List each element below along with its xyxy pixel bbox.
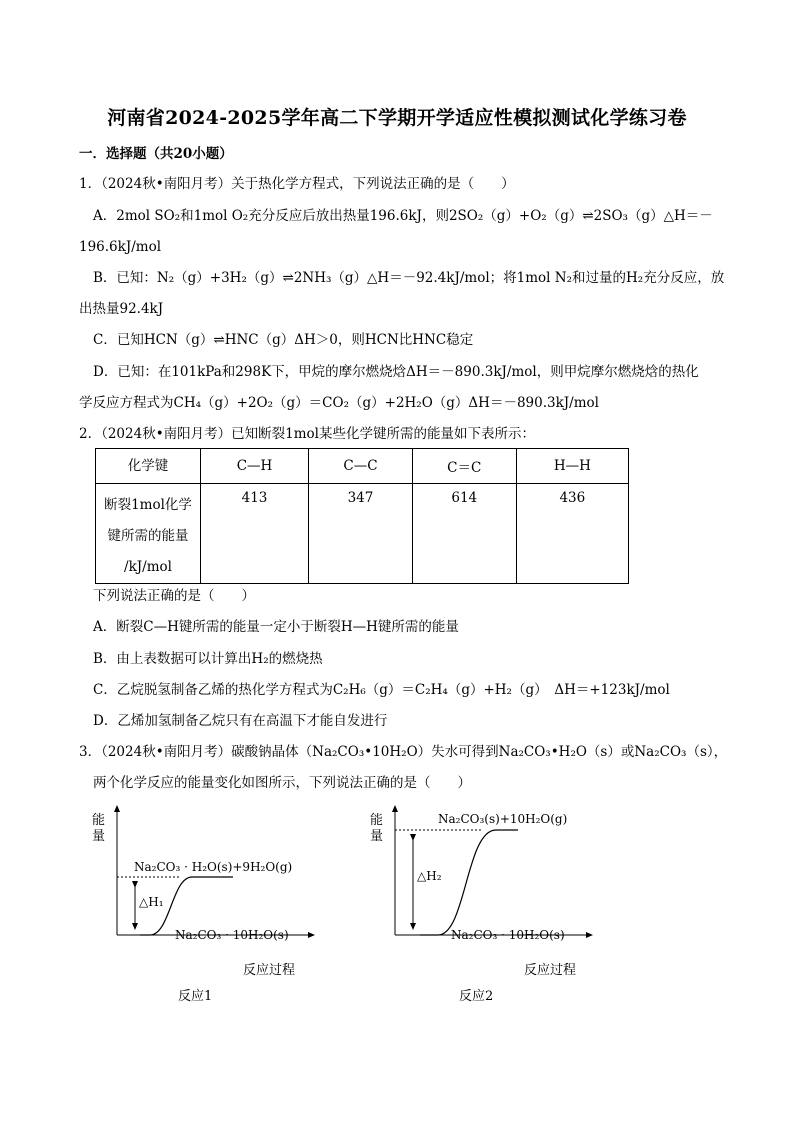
- q2-stem: 2．（2024秋•南阳月考）已知断裂1mol某些化学键所需的能量如下表所示：: [79, 426, 535, 442]
- table-header-label: 化学键: [96, 449, 201, 484]
- x-axis-label: 反应过程: [524, 963, 577, 978]
- table-bond: C—C: [309, 449, 413, 484]
- y-axis-label: 能: [92, 813, 106, 828]
- bond-energy-table: [95, 448, 629, 584]
- page-title: 河南省2024-2025学年高二下学期开学适应性模拟测试化学练习卷: [107, 107, 687, 129]
- table-row-label: [96, 484, 201, 584]
- figure-caption: 反应1: [178, 989, 213, 1004]
- q1-option-b-cont: 出热量92.4kJ: [79, 301, 164, 317]
- delta-h-label: △H₂: [417, 869, 442, 883]
- q1-stem: 1．（2024秋•南阳月考）关于热化学方程式，下列说法正确的是（ ）: [79, 176, 515, 192]
- energy-diagram-reaction-1: [80, 800, 340, 1010]
- q1-option-d: D．已知：在101kPa和298K下，甲烷的摩尔燃烧焓ΔH＝－890.3kJ/mol，则甲烷摩尔燃烧焓的热化: [93, 364, 699, 380]
- q2-option-a: A．断裂C—H键所需的能量一定小于断裂H—H键所需的能量: [93, 619, 459, 635]
- section-heading: 一．选择题（共20小题）: [79, 146, 233, 162]
- table-cell-value: 413: [201, 484, 309, 584]
- q2-option-d: D．乙烯加氢制备乙烷只有在高温下才能自发进行: [93, 713, 388, 729]
- table-row: [96, 484, 629, 584]
- q2-prompt: 下列说法正确的是（ ）: [93, 588, 255, 604]
- q1-option-c: C．已知HCN（g）⇌HNC（g）ΔH＞0，则HCN比HNC稳定: [93, 332, 474, 348]
- q1-option-d-cont: 学反应方程式为CH₄（g）+2O₂（g）＝CO₂（g）+2H₂O（g）ΔH＝－890.3kJ/mol: [79, 395, 599, 411]
- table-bond: C＝C: [412, 449, 516, 484]
- figure-caption: 反应2: [459, 989, 494, 1004]
- energy-diagram-reaction-2: [358, 800, 618, 1010]
- table-bond: C—H: [201, 449, 309, 484]
- table-row-label-line: /kJ/mol: [124, 559, 172, 575]
- reactant-label: Na₂CO₃ · 10H₂O(s): [175, 928, 289, 942]
- y-axis-label: 量: [92, 829, 106, 844]
- x-axis-label: 反应过程: [243, 963, 296, 978]
- product-label: Na₂CO₃(s)+10H₂O(g): [438, 812, 568, 826]
- y-axis-label: 能: [370, 813, 384, 828]
- q3-stem-cont: 两个化学反应的能量变化如图所示，下列说法正确的是（ ）: [93, 775, 471, 791]
- table-bond: H—H: [516, 449, 628, 484]
- product-label: Na₂CO₃ · H₂O(s)+9H₂O(g): [134, 860, 293, 874]
- reactant-label: Na₂CO₃ · 10H₂O(s): [451, 928, 565, 942]
- table-row-label-line: 断裂1mol化学: [104, 497, 192, 513]
- table-row: [96, 449, 629, 484]
- q2-option-c: C．乙烷脱氢制备乙烯的热化学方程式为C₂H₆（g）＝C₂H₄（g）+H₂（g） ΔH＝+123kJ/mol: [93, 682, 670, 698]
- table-cell-value: 347: [309, 484, 413, 584]
- delta-h-label: △H₁: [139, 895, 164, 909]
- table-row-label-line: 键所需的能量: [107, 528, 189, 544]
- q1-option-a-cont: 196.6kJ/mol: [79, 239, 162, 255]
- q2-option-b: B．由上表数据可以计算出H₂的燃烧热: [93, 651, 323, 667]
- table-cell-value: 436: [516, 484, 628, 584]
- q1-option-a: A．2mol SO₂和1mol O₂充分反应后放出热量196.6kJ，则2SO₂（g）+O₂（g）⇌2SO₃（g）△H＝－: [93, 208, 713, 224]
- q1-option-b: B．已知：N₂（g）+3H₂（g）⇌2NH₃（g）△H＝－92.4kJ/mol；将1mol N₂和过量的H₂充分反应，放: [93, 270, 725, 286]
- q3-stem: 3．（2024秋•南阳月考）碳酸钠晶体（Na₂CO₃•10H₂O）失水可得到Na₂CO₃•H₂O（s）或Na₂CO₃（s），: [79, 744, 728, 760]
- table-cell-value: 614: [412, 484, 516, 584]
- y-axis-label: 量: [370, 829, 384, 844]
